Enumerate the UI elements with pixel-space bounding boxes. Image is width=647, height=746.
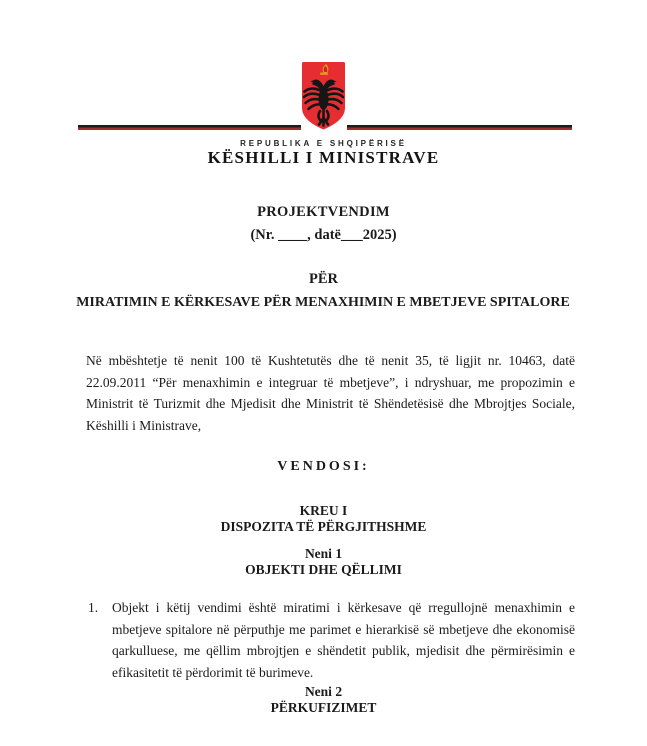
republic-name: REPUBLIKA E SHQIPËRISË (240, 139, 407, 148)
list-item-text: Objekt i këtij vendimi është miratimi i kërkesave që rregullojnë menaxhimin e mbetjeve spitalore në përputhje me parimet e hierarkisë së mbetjeve dhe ekonomisë qarkulluese, me qëllim mbrojtjen e shëndetit publik, mjedisit dhe përmirësimin e efikasitetit të përdorimit të burimeve. (112, 600, 575, 680)
header-rule-left (78, 125, 301, 130)
list-item (88, 597, 575, 683)
article-2-heading (0, 684, 647, 715)
preamble-paragraph: Në mbështetje të nenit 100 të Kushtetutës dhe të nenit 35, të ligjit nr. 10463, datë 22.09.2011 “Për menaxhimin e integruar të mbetjeve”, i ndryshuar, me propozimin e Ministrit të Turizmit dhe Mjedisit dhe Ministrit të Shëndetësisë dhe Mbrojtjes Sociale, Këshilli i Ministrave, (86, 353, 575, 433)
subject-per: PËR (309, 271, 338, 287)
article-1-heading (0, 546, 647, 577)
article-1-title: Neni 1 (304, 546, 343, 561)
article-1-subtitle: OBJEKTI DHE QËLLIMI (245, 561, 402, 577)
chapter-title: KREU I (299, 503, 348, 518)
chapter-subtitle: DISPOZITA TË PËRGJITHSHME (220, 518, 427, 534)
list-item-number: 1. (88, 600, 99, 615)
albania-coat-of-arms (300, 61, 347, 131)
header-rule-right (347, 125, 572, 130)
decision-word: VENDOSI: (277, 459, 370, 474)
document-number-line: (Nr. ____, datë___2025) (250, 227, 397, 243)
subject-title: MIRATIMIN E KËRKESAVE PËR MENAXHIMIN E MBETJEVE SPITALORE (76, 295, 570, 310)
document-title: PROJEKTVENDIM (257, 204, 390, 220)
albania-eagle-icon (300, 61, 347, 131)
institution-name: KËSHILLI I MINISTRAVE (207, 148, 440, 167)
chapter-heading (0, 503, 647, 534)
article-2-subtitle: PËRKUFIZIMET (270, 699, 377, 715)
article-2-title: Neni 2 (304, 684, 343, 699)
